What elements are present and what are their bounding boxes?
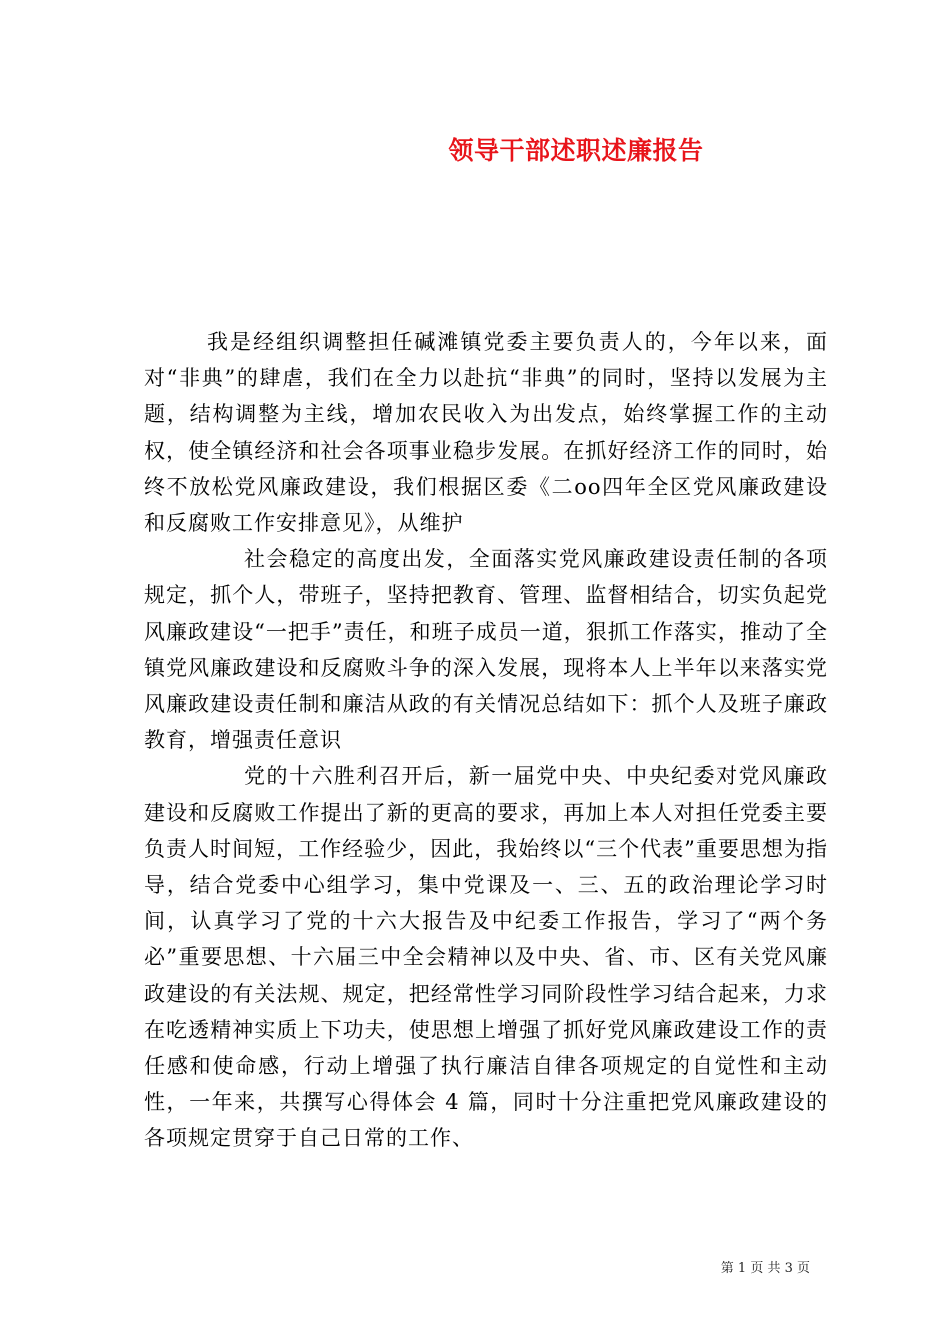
paragraph-2: 社会稳定的高度出发，全面落实党风廉政建设责任制的各项规定，抓个人，带班子，坚持把教育、管理、监督相结合，切实负起党风廉政建设“一把手”责任，和班子成员一道，狠抓工作落实，推动了全镇党风廉政建设和反腐败斗争的深入发展，现将本人上半年以来落实党风廉政建设责任制和廉洁从政的有关情况总结如下：抓个人及班子廉政教育，增强责任意识 <box>144 547 828 753</box>
paragraph-1: 我是经组织调整担任碱滩镇党委主要负责人的，今年以来，面对“非典”的肆虐，我们在全力以赴抗“非典”的同时，坚持以发展为主题，结构调整为主线，增加农民收入为出发点，始终掌握工作的主动权，使全镇经济和社会各项事业稳步发展。在抓好经济工作的同时，始终不放松党风廉政建设，我们根据区委《二oo四年全区党风廉政建设和反腐败工作安排意见》，从维护 <box>144 330 828 536</box>
paragraph-3: 党的十六胜利召开后，新一届党中央、中央纪委对党风廉政建设和反腐败工作提出了新的更高的要求，再加上本人对担任党委主要负责人时间短，工作经验少，因此，我始终以“三个代表”重要思想为指导，结合党委中心组学习，集中党课及一、三、五的政治理论学习时间，认真学习了党的十六大报告及中纪委工作报告，学习了“两个务必”重要思想、十六届三中全会精神以及中央、省、市、区有关党风廉政建设的有关法规、规定，把经常性学习同阶段性学习结合起来，力求在吃透精神实质上下功夫，使思想上增强了抓好党风廉政建设工作的责任感和使命感，行动上增强了执行廉洁自律各项规定的自觉性和主动性，一年来，共撰写心得体会 4 篇，同时十分注重把党风廉政建设的各项规定贯穿于自己日常的工作、 <box>144 764 828 1151</box>
page-number-footer: 第 1 页 共 3 页 <box>720 1261 810 1276</box>
document-title: 领导干部述职述廉报告 <box>448 136 704 165</box>
document-body <box>144 324 828 1157</box>
